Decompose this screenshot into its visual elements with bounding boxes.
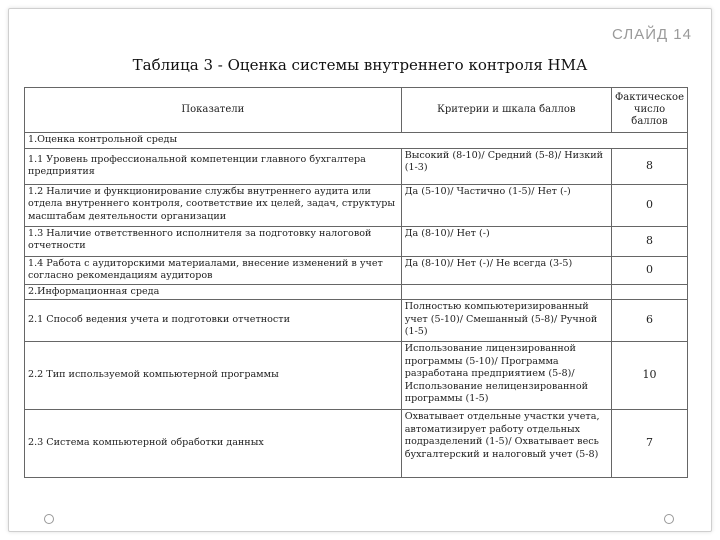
table-row <box>25 410 688 478</box>
table-row <box>25 256 688 284</box>
indicator-cell: 1.4 Работа с аудиторскими материалами, внесение изменений в учет согласно рекомендациям аудиторов <box>25 256 402 284</box>
header-criteria: Критерии и шкала баллов <box>401 88 611 133</box>
score-cell: 6 <box>611 300 687 342</box>
decorative-dot <box>44 514 54 524</box>
indicator-cell: 2.1 Способ ведения учета и подготовки отчетности <box>25 300 402 342</box>
decorative-dot <box>664 514 674 524</box>
section-heading: 1.Оценка контрольной среды <box>25 133 688 149</box>
criteria-cell: Охватывает отдельные участки учета, автоматизирует работу отдельных подразделений (1-5)/ Охватывает весь бухгалтерский и налоговый учет (5-8) <box>401 410 611 478</box>
table-header-row <box>25 88 688 133</box>
slide-number: СЛАЙД 14 <box>612 26 692 43</box>
table-row <box>25 300 688 342</box>
score-cell: 8 <box>611 226 687 256</box>
header-indicators: Показатели <box>25 88 402 133</box>
score-cell: 8 <box>611 148 687 184</box>
table-row <box>25 148 688 184</box>
criteria-cell: Да (8-10)/ Нет (-)/ Не всегда (3-5) <box>401 256 611 284</box>
criteria-cell: Полностью компьютеризированный учет (5-10)/ Смешанный (5-8)/ Ручной (1-5) <box>401 300 611 342</box>
score-cell: 0 <box>611 256 687 284</box>
table-row <box>25 342 688 410</box>
indicator-cell: 1.1 Уровень профессиональной компетенции главного бухгалтера предприятия <box>25 148 402 184</box>
table-row <box>25 184 688 226</box>
criteria-cell: Использование лицензированной программы (5-10)/ Программа разработана предприятием (5-8)/ Использование нелицензированной программы (1-5) <box>401 342 611 410</box>
indicator-cell: 1.2 Наличие и функционирование службы внутреннего аудита или отдела внутреннего контроля, соответствие их целей, задач, структуры масштабам деятельности организации <box>25 184 402 226</box>
indicator-cell: 1.3 Наличие ответственного исполнителя за подготовку налоговой отчетности <box>25 226 402 256</box>
table-row-section-2 <box>25 284 688 300</box>
table-row <box>25 226 688 256</box>
table-title: Таблица 3 - Оценка системы внутреннего контроля НМА <box>132 56 588 74</box>
indicator-cell: 2.2 Тип используемой компьютерной программы <box>25 342 402 410</box>
criteria-cell: Да (5-10)/ Частично (1-5)/ Нет (-) <box>401 184 611 226</box>
indicator-cell: 2.3 Система компьютерной обработки данных <box>25 410 402 478</box>
score-cell: 10 <box>611 342 687 410</box>
criteria-cell: Да (8-10)/ Нет (-) <box>401 226 611 256</box>
table-row-section-1 <box>25 133 688 149</box>
header-actual-score: Фактическое число баллов <box>611 88 687 133</box>
criteria-cell: Высокий (8-10)/ Средний (5-8)/ Низкий (1-3) <box>401 148 611 184</box>
score-cell: 7 <box>611 410 687 478</box>
score-cell: 0 <box>611 184 687 226</box>
section-heading: 2.Информационная среда <box>25 284 402 300</box>
assessment-table <box>24 87 688 478</box>
